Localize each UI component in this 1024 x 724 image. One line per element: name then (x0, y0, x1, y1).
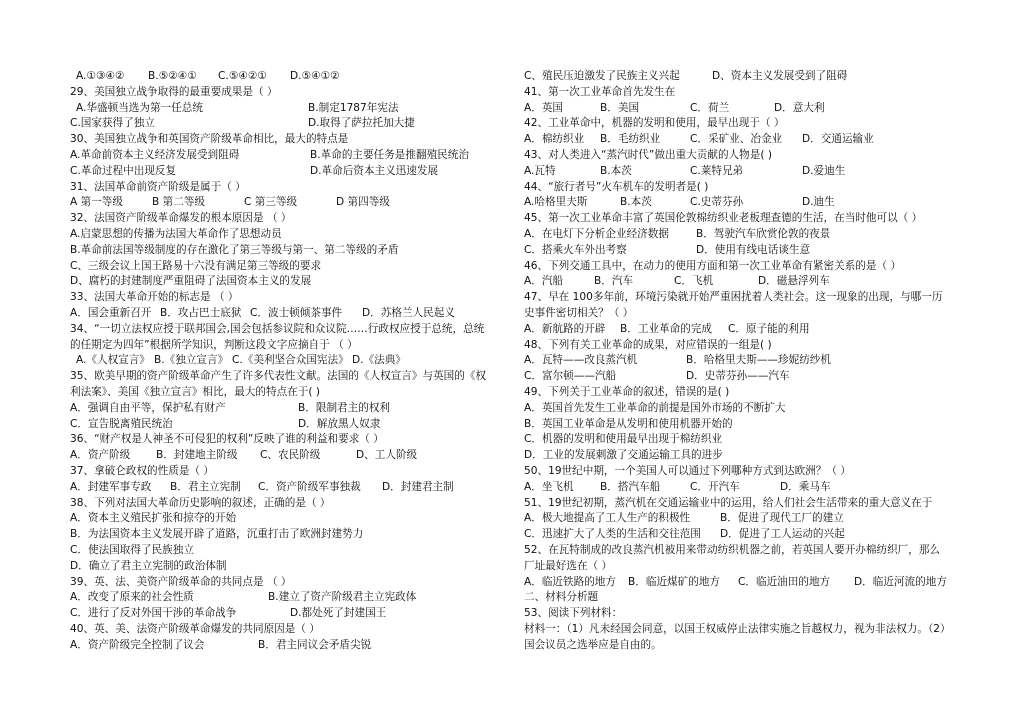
options-row (524, 353, 964, 369)
question-line: B．英国工业革命是从发明和使用机器开始的 (524, 417, 733, 430)
option-text: D．苏格兰人民起义 (362, 306, 455, 319)
question-line: 45、第一次工业革命丰富了英国伦敦棉纺织业老板理查德的生活，在当时他可以（ ） (524, 212, 923, 225)
question-line: 48、下列有关工业革命的成果，对应错误的一组是( ) (524, 338, 772, 351)
option-text: B．毛纺织业 (600, 133, 661, 146)
question-line: 50、19世纪中期，一个美国人可以通过下列哪种方式到达欧洲？（ ） (524, 464, 851, 477)
options-row (524, 575, 964, 591)
option-text: B．哈格里夫斯——珍妮纺纱机 (686, 354, 831, 367)
option-text: A．改变了原来的社会性质 (70, 591, 194, 604)
options-row (70, 401, 510, 417)
options-row (524, 369, 964, 385)
option-text: C．采矿业、冶金业 (690, 133, 783, 146)
option-text: C．宣告脱离殖民统治 (70, 417, 173, 430)
option-text: D．磁悬浮列车 (758, 275, 830, 288)
question-line: 52、在瓦特制成的改良蒸汽机被用来带动纺织机器之前，若英国人要开办棉纺织厂，那么 (524, 543, 941, 556)
options-row (70, 101, 510, 117)
option-text: C.《美利坚合众国宪法》 (232, 354, 349, 367)
option-text: B.本茨 (620, 196, 652, 209)
option-text: B.本茨 (600, 164, 632, 177)
option-text: B．封建地主阶级 (156, 449, 238, 462)
option-text: B．君主同议会矛盾尖锐 (258, 638, 372, 651)
question-line: 材料一：（1）凡未经国会同意，以国王权威停止法律实施之旨越权力，视为非法权力。（2） (524, 622, 951, 635)
option-text: A．临近铁路的地方 (524, 575, 616, 588)
question-line: 30、美国独立战争和英国资产阶级革命相比，最大的特点是 (70, 133, 349, 146)
option-text: A.革命前资本主义经济发展受到阻碍 (70, 148, 240, 161)
question-line: C．机器的发明和使用最早出现于棉纺织业 (524, 433, 723, 446)
question-line: 49、下列关于工业革命的叙述，错误的是( ) (524, 385, 730, 398)
option-text: B.⑤②④① (148, 70, 197, 82)
option-text: A．棉纺织业 (524, 133, 585, 146)
option-text: C 第三等级 (244, 196, 298, 209)
question-line: B．为法国资本主义发展开辟了道路，沉重打击了欧洲封建势力 (70, 528, 364, 541)
option-text: C、殖民压迫激发了民族主义兴起 (524, 70, 680, 82)
option-text: A.哈格里夫斯 (524, 196, 588, 209)
question-line: 43、对人类进入“蒸汽时代”做出重大贡献的人物是( ) (524, 148, 772, 161)
option-text: D.爱迪生 (802, 164, 846, 177)
question-line: 47、早在 100多年前，环境污染就开始严重困扰着人类社会。这一现象的出现，与哪一历 (524, 291, 943, 304)
option-text: B．临近煤矿的地方 (628, 575, 721, 588)
option-text: D.《法典》 (352, 354, 406, 367)
question-line: 的任期定为四年”根据所学知识，判断这段文字应摘自于 （ ） (70, 338, 358, 351)
options-row (524, 480, 964, 496)
option-text: D．意大利 (774, 101, 825, 114)
options-row (70, 195, 510, 211)
options-row (524, 322, 964, 338)
options-row (524, 69, 964, 85)
option-text: B．搭汽车船 (600, 480, 661, 493)
question-line: 二、材料分析题 (524, 591, 599, 604)
option-text: B.革命的主要任务是推翻殖民统治 (310, 148, 469, 161)
option-text: B.制定1787年宪法 (308, 101, 399, 114)
question-line: 38、下列对法国大革命历史影响的叙述，正确的是（ ） (70, 496, 331, 509)
question-line: 37、拿破仑政权的性质是（ ） (70, 464, 214, 477)
option-text: C．荷兰 (690, 101, 730, 114)
options-row (70, 417, 510, 433)
option-text: B．驾驶汽车欣赏伦敦的夜景 (696, 227, 831, 240)
option-text: D．乘马车 (780, 480, 831, 493)
option-text: D．使用有线电话谈生意 (696, 243, 811, 256)
option-text: A．瓦特——改良蒸汽机 (524, 354, 638, 367)
option-text: C．开汽车 (690, 480, 740, 493)
option-text: D．促进了工人运动的兴起 (720, 528, 845, 541)
options-row (70, 148, 510, 164)
option-text: C．进行了反对外国干涉的革命战争 (70, 607, 237, 620)
options-row (70, 306, 510, 322)
option-text: A．英国 (524, 101, 564, 114)
options-row (70, 590, 510, 606)
question-line: 53、阅读下列材料： (524, 607, 623, 620)
option-text: A．新航路的开辟 (524, 322, 606, 335)
question-line: C、三级会议上国王路易十六没有满足第三等级的要求 (70, 259, 322, 272)
options-row (70, 116, 510, 132)
option-text: A．封建军事专政 (70, 480, 152, 493)
question-line: 41、第一次工业革命首先发生在 (524, 85, 676, 98)
option-text: A．在电灯下分析企业经济数据 (524, 227, 669, 240)
question-line: 34、“一切立法权应授于联邦国会,国会包括参议院和众议院……行政权应授于总统，总统 (70, 322, 485, 335)
question-line: B.革命前法国等级制度的存在激化了第三等级与第一、第二等级的矛盾 (70, 243, 399, 256)
left-column (70, 69, 510, 653)
question-line: 国会议员之选举应是自由的。 (524, 638, 662, 651)
option-text: B．限制君主的权利 (298, 401, 391, 414)
question-line: 42、工业革命中，机器的发明和使用，最早出现于（ ） (524, 117, 785, 130)
option-text: B．君主立宪制 (170, 480, 241, 493)
option-text: D、工人阶级 (356, 449, 418, 462)
option-text: A.华盛顿当选为第一任总统 (76, 101, 203, 114)
option-text: D．封建君主制 (382, 480, 454, 493)
option-text: C．波士顿倾茶事件 (250, 306, 343, 319)
option-text: C.史蒂芬孙 (690, 196, 744, 209)
options-row (70, 164, 510, 180)
option-text: C.⑤④②① (218, 70, 267, 82)
option-text: C．飞机 (674, 275, 714, 288)
options-row (524, 511, 964, 527)
option-text: D.革命后资本主义迅速发展 (310, 164, 439, 177)
option-text: C.革命过程中出现反复 (70, 164, 177, 177)
options-row (70, 69, 510, 85)
question-line: 32、法国资产阶级革命爆发的根本原因是 （ ） (70, 212, 292, 225)
question-line: 利法案》、美国《独立宣言》相比，最大的特点在于( ) (70, 385, 320, 398)
question-line: A．英国首先发生工业革命的前提是国外市场的不断扩大 (524, 401, 786, 414)
option-text: D．交通运输业 (802, 133, 874, 146)
option-text: A．汽船 (524, 275, 564, 288)
question-line: 40、英、美、法资产阶级革命爆发的共同原因是（ ） (70, 622, 320, 635)
option-text: A．国会重新召开 (70, 306, 152, 319)
option-text: D、资本主义发展受到了阻碍 (712, 70, 848, 82)
option-text: C、农民阶级 (260, 449, 321, 462)
options-row (524, 195, 964, 211)
option-text: A.瓦特 (524, 164, 556, 177)
option-text: D．临近河流的地方 (854, 575, 947, 588)
option-text: A 第一等级 (70, 196, 123, 209)
question-line: 29、美国独立战争取得的最重要成果是（ ） (70, 85, 278, 98)
option-text: B 第二等级 (152, 196, 206, 209)
options-row (70, 480, 510, 496)
question-line: 31、法国革命前资产阶级是属于（ ） (70, 180, 246, 193)
option-text: C．搭乘火车外出考察 (524, 243, 627, 256)
options-row (524, 243, 964, 259)
question-line: 51、19世纪初期，蒸汽机在交通运输业中的运用，给人们社会生活带来的重大意义在于 (524, 496, 933, 509)
option-text: B．工业革命的完成 (620, 322, 713, 335)
option-text: D.都处死了封建国王 (290, 607, 387, 620)
question-line: 44、“旅行者号”火车机车的发明者是( ) (524, 180, 709, 193)
option-text: B．美国 (600, 101, 640, 114)
question-line: C．使法国取得了民族独立 (70, 543, 194, 556)
options-row (70, 448, 510, 464)
question-line: 厂址最好选在（ ） (524, 559, 613, 572)
question-line: A.启蒙思想的传播为法国大革命作了思想动员 (70, 227, 282, 240)
option-text: D．史蒂芬孙——汽车 (686, 370, 790, 383)
option-text: A．坐飞机 (524, 480, 574, 493)
option-text: A.①③④② (76, 70, 125, 82)
question-line: 39、英、法、美资产阶级革命的共同点是 （ ） (70, 575, 292, 588)
option-text: A．资产阶级 (70, 449, 131, 462)
option-text: A．强调自由平等，保护私有财产 (70, 401, 226, 414)
option-text: D 第四等级 (336, 196, 390, 209)
option-text: B.建立了资产阶级君主立宪政体 (268, 591, 417, 604)
question-line: 36、“财产权是人神圣不可侵犯的权利”反映了谁的利益和要求（ ） (70, 433, 384, 446)
option-text: C．资产阶级军事独裁 (258, 480, 361, 493)
option-text: D．解放黑人奴隶 (298, 417, 381, 430)
option-text: C．富尔顿——汽船 (524, 370, 617, 383)
option-text: D.⑤④①② (290, 70, 340, 82)
option-text: A．极大地提高了工人生产的积极性 (524, 512, 691, 525)
options-row (70, 353, 510, 369)
question-line: 46、下列交通工具中，在动力的使用方面和第一次工业革命有紧密关系的是（ ） (524, 259, 902, 272)
option-text: B．促进了现代工厂的建立 (720, 512, 844, 525)
question-line: D．工业的发展刺激了交通运输工具的进步 (524, 449, 723, 462)
option-text: C.国家获得了独立 (70, 117, 155, 130)
options-row (524, 527, 964, 543)
options-row (70, 638, 510, 654)
option-text: B.《独立宣言》 (154, 354, 229, 367)
option-text: C．迅速扩大了人类的生活和交往范围 (524, 528, 701, 541)
options-row (524, 227, 964, 243)
options-row (524, 101, 964, 117)
question-line: D、腐朽的封建制度严重阻碍了法国资本主义的发展 (70, 275, 312, 288)
options-row (70, 606, 510, 622)
question-line: D．确立了君主立宪制的政治体制 (70, 559, 227, 572)
option-text: D.取得了萨拉托加大捷 (308, 117, 415, 130)
option-text: C．原子能的利用 (728, 322, 810, 335)
options-row (524, 164, 964, 180)
option-text: A.《人权宣言》 (76, 354, 150, 367)
option-text: B．汽车 (594, 275, 634, 288)
question-line: 33、法国大革命开始的标志是 （ ） (70, 291, 239, 304)
option-text: C.莱特兄弟 (690, 164, 744, 177)
option-text: A．资产阶级完全控制了议会 (70, 638, 205, 651)
question-line: 史事件密切相关？（ ） (524, 306, 634, 319)
question-line: A．资本主义殖民扩张和掠夺的开始 (70, 512, 237, 525)
option-text: D.迪生 (802, 196, 835, 209)
option-text: B．攻占巴士底狱 (160, 306, 242, 319)
option-text: C．临近油田的地方 (738, 575, 831, 588)
options-row (524, 132, 964, 148)
question-line: 35、欧美早期的资产阶级革命产生了许多代表性文献。法国的《人权宣言》与英国的《权 (70, 370, 487, 383)
right-column (524, 69, 964, 653)
options-row (524, 274, 964, 290)
